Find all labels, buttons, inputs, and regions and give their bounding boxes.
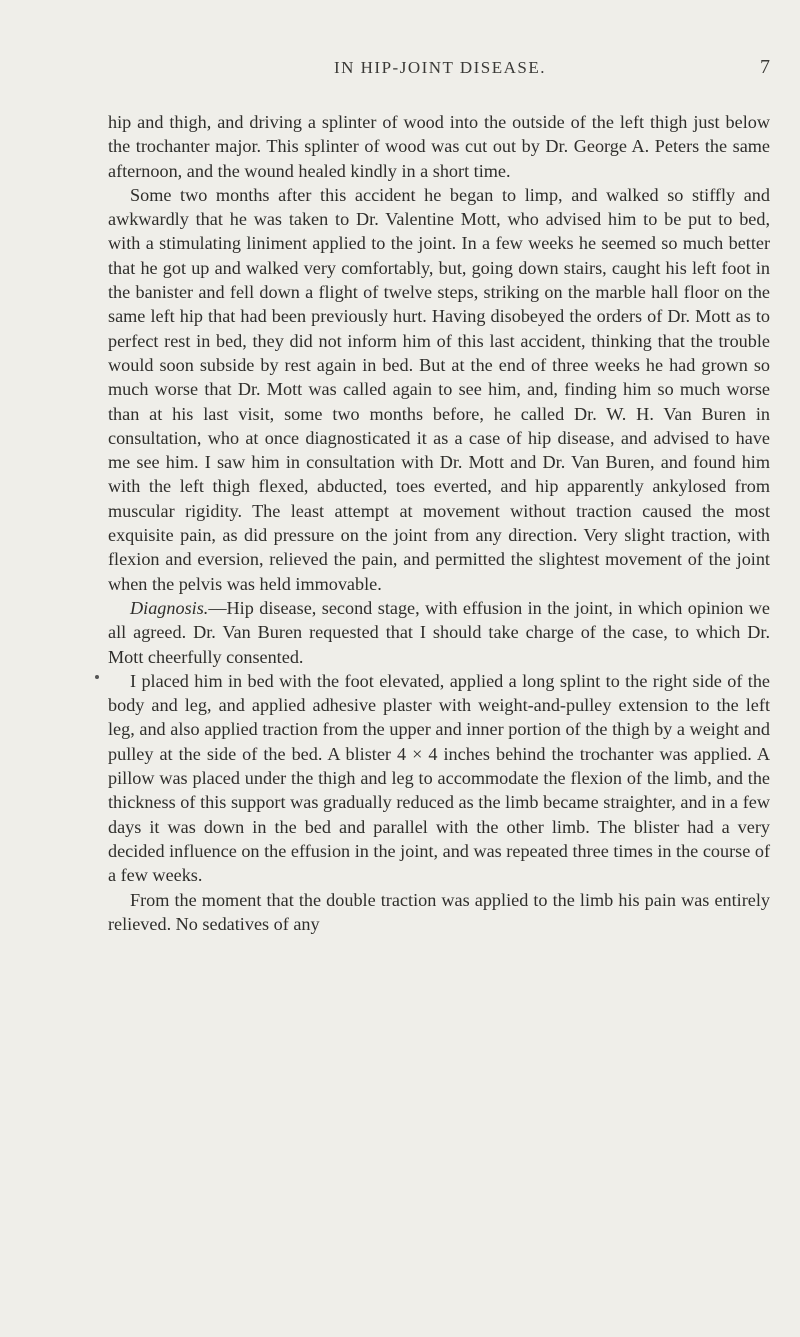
margin-mark <box>95 675 99 679</box>
paragraph-1: hip and thigh, and driving a splinter of wood into the outside of the left thigh just below the trochanter major. This splinter of wood was cut out by Dr. George A. Peters the same afternoon, and the wound healed kindly in a short time. <box>108 112 770 181</box>
page-number: 7 <box>760 56 770 78</box>
paragraph-3 <box>108 596 770 669</box>
diagnosis-text: —Hip disease, second stage, with effusion in the joint, in which opinion we all agreed. Dr. Van Buren requested that I should take charge of the case, to which Dr. Mott cheerfully consented. <box>108 597 770 667</box>
paragraph-2: Some two months after this accident he began to limp, and walked so stiffly and awkwardly that he was taken to Dr. Valentine Mott, who advised him to be put to bed, with a stimulating liniment applied to the joint. In a few weeks he seemed so much better that he got up and walked very comfortably, but, going down stairs, caught his left foot in the banister and fell down a flight of twelve steps, striking on the marble hall floor on the same left hip that had been previously hurt. Having disobeyed the orders of Dr. Mott as to perfect rest in bed, they did not inform him of this last accident, thinking that the trouble would soon subside by rest again in bed. But at the end of three weeks he had grown so much worse that Dr. Mott was called again to see him, and, finding him so much worse than at his last visit, some two months before, he called Dr. W. H. Van Buren in consultation, who at once diagnosticated it as a case of hip disease, and advised to have me see him. I saw him in consultation with Dr. Mott and Dr. Van Buren, and found him with the left thigh flexed, abducted, toes everted, and hip apparently ankylosed from muscular rigidity. The least attempt at movement without traction caused the most exquisite pain, as did pressure on the joint from any direction. Very slight traction, with flexion and eversion, relieved the pain, and permitted the slightest movement of the joint when the pelvis was held immovable. <box>108 184 770 594</box>
paragraph-4: I placed him in bed with the foot elevated, applied a long splint to the right side of the body and leg, and applied adhesive plaster with weight-and-pulley extension to the left leg, and also applied traction from the upper and inner portion of the thigh by a weight and pulley at the side of the bed. A blister 4 × 4 inches behind the trochanter was applied. A pillow was placed under the thigh and leg to accommodate the flexion of the limb, and the thickness of this support was gradually reduced as the limb became straighter, and in a few days it was down in the bed and parallel with the other limb. The blister had a very decided influence on the effusion in the joint, and was repeated three times in the course of a few weeks. <box>108 670 770 886</box>
running-head <box>110 58 770 84</box>
body-text <box>108 110 770 936</box>
paragraph-5: From the moment that the double traction was applied to the limb his pain was entirely relieved. No sedatives of any <box>108 889 770 934</box>
running-title: IN HIP-JOINT DISEASE. <box>333 58 547 77</box>
diagnosis-heading: Diagnosis. <box>130 597 209 618</box>
